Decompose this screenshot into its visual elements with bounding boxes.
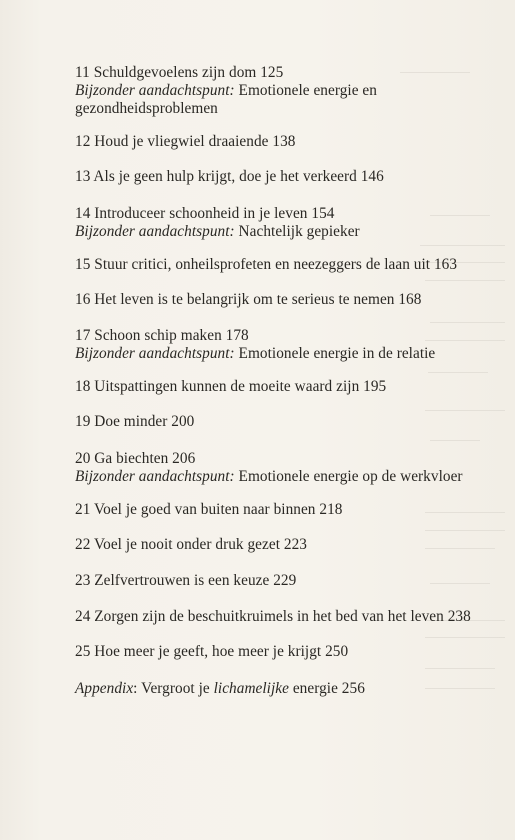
appendix-text-end: energie 256 — [288, 680, 365, 697]
toc-entry-19 — [75, 413, 194, 431]
chapter-title: 19 Doe minder 200 — [75, 413, 195, 430]
chapter-title: 11 Schuldgevoelens zijn dom 125 — [75, 64, 284, 81]
appendix-label: Appendix — [75, 680, 134, 697]
chapter-title: 15 Stuur critici, onheilsprofeten en neezeggers de laan uit 163 — [75, 256, 458, 273]
special-attention-label: Bijzonder aandachtspunt: — [75, 223, 235, 240]
chapter-title: 14 Introduceer schoonheid in je leven 154 — [75, 205, 335, 222]
toc-entry-25 — [75, 643, 348, 661]
chapter-title: 18 Uitspattingen kunnen de moeite waard zijn 195 — [75, 378, 387, 395]
appendix-emphasis: lichamelijke — [213, 680, 289, 697]
special-attention-text: Nachtelijk gepieker — [234, 223, 360, 240]
chapter-title: 23 Zelfvertrouwen is een keuze 229 — [75, 572, 297, 589]
chapter-title: 22 Voel je nooit onder druk gezet 223 — [75, 536, 307, 553]
toc-entry-15 — [75, 256, 457, 274]
toc-entry-12 — [75, 133, 295, 151]
special-attention-label: Bijzonder aandachtspunt: — [75, 468, 235, 485]
toc-entry-24 — [75, 608, 471, 626]
toc-entry-18 — [75, 378, 386, 396]
special-attention-text: Emotionele energie op de werkvloer — [234, 468, 463, 485]
toc-entry-17 — [75, 327, 435, 363]
appendix-text: : Vergroot je — [133, 680, 214, 697]
toc-entry-13 — [75, 168, 384, 186]
toc-entry-20 — [75, 450, 463, 486]
toc-entry-11 — [75, 64, 377, 118]
special-attention-label: Bijzonder aandachtspunt: — [75, 82, 235, 99]
chapter-title: 20 Ga biechten 206 — [75, 450, 196, 467]
chapter-title: 16 Het leven is te belangrijk om te serieus te nemen 168 — [75, 291, 422, 308]
chapter-title: 25 Hoe meer je geeft, hoe meer je krijgt 250 — [75, 643, 349, 660]
toc-entry-16 — [75, 291, 421, 309]
chapter-title: 13 Als je geen hulp krijgt, doe je het verkeerd 146 — [75, 168, 384, 185]
special-attention-continuation: gezondheidsproblemen — [75, 100, 218, 117]
chapter-title: 17 Schoon schip maken 178 — [75, 327, 249, 344]
chapter-title: 21 Voel je goed van buiten naar binnen 218 — [75, 501, 343, 518]
toc-entry-23 — [75, 572, 296, 590]
special-attention-label: Bijzonder aandachtspunt: — [75, 345, 235, 362]
chapter-title: 24 Zorgen zijn de beschuitkruimels in het bed van het leven 238 — [75, 608, 471, 625]
chapter-title: 12 Houd je vliegwiel draaiende 138 — [75, 133, 296, 150]
special-attention-text: Emotionele energie in de relatie — [234, 345, 436, 362]
toc-entry-appendix — [75, 680, 365, 698]
toc-entry-22 — [75, 536, 307, 554]
toc-entry-14 — [75, 205, 360, 241]
toc-entry-21 — [75, 501, 342, 519]
special-attention-text: Emotionele energie en — [234, 82, 377, 99]
